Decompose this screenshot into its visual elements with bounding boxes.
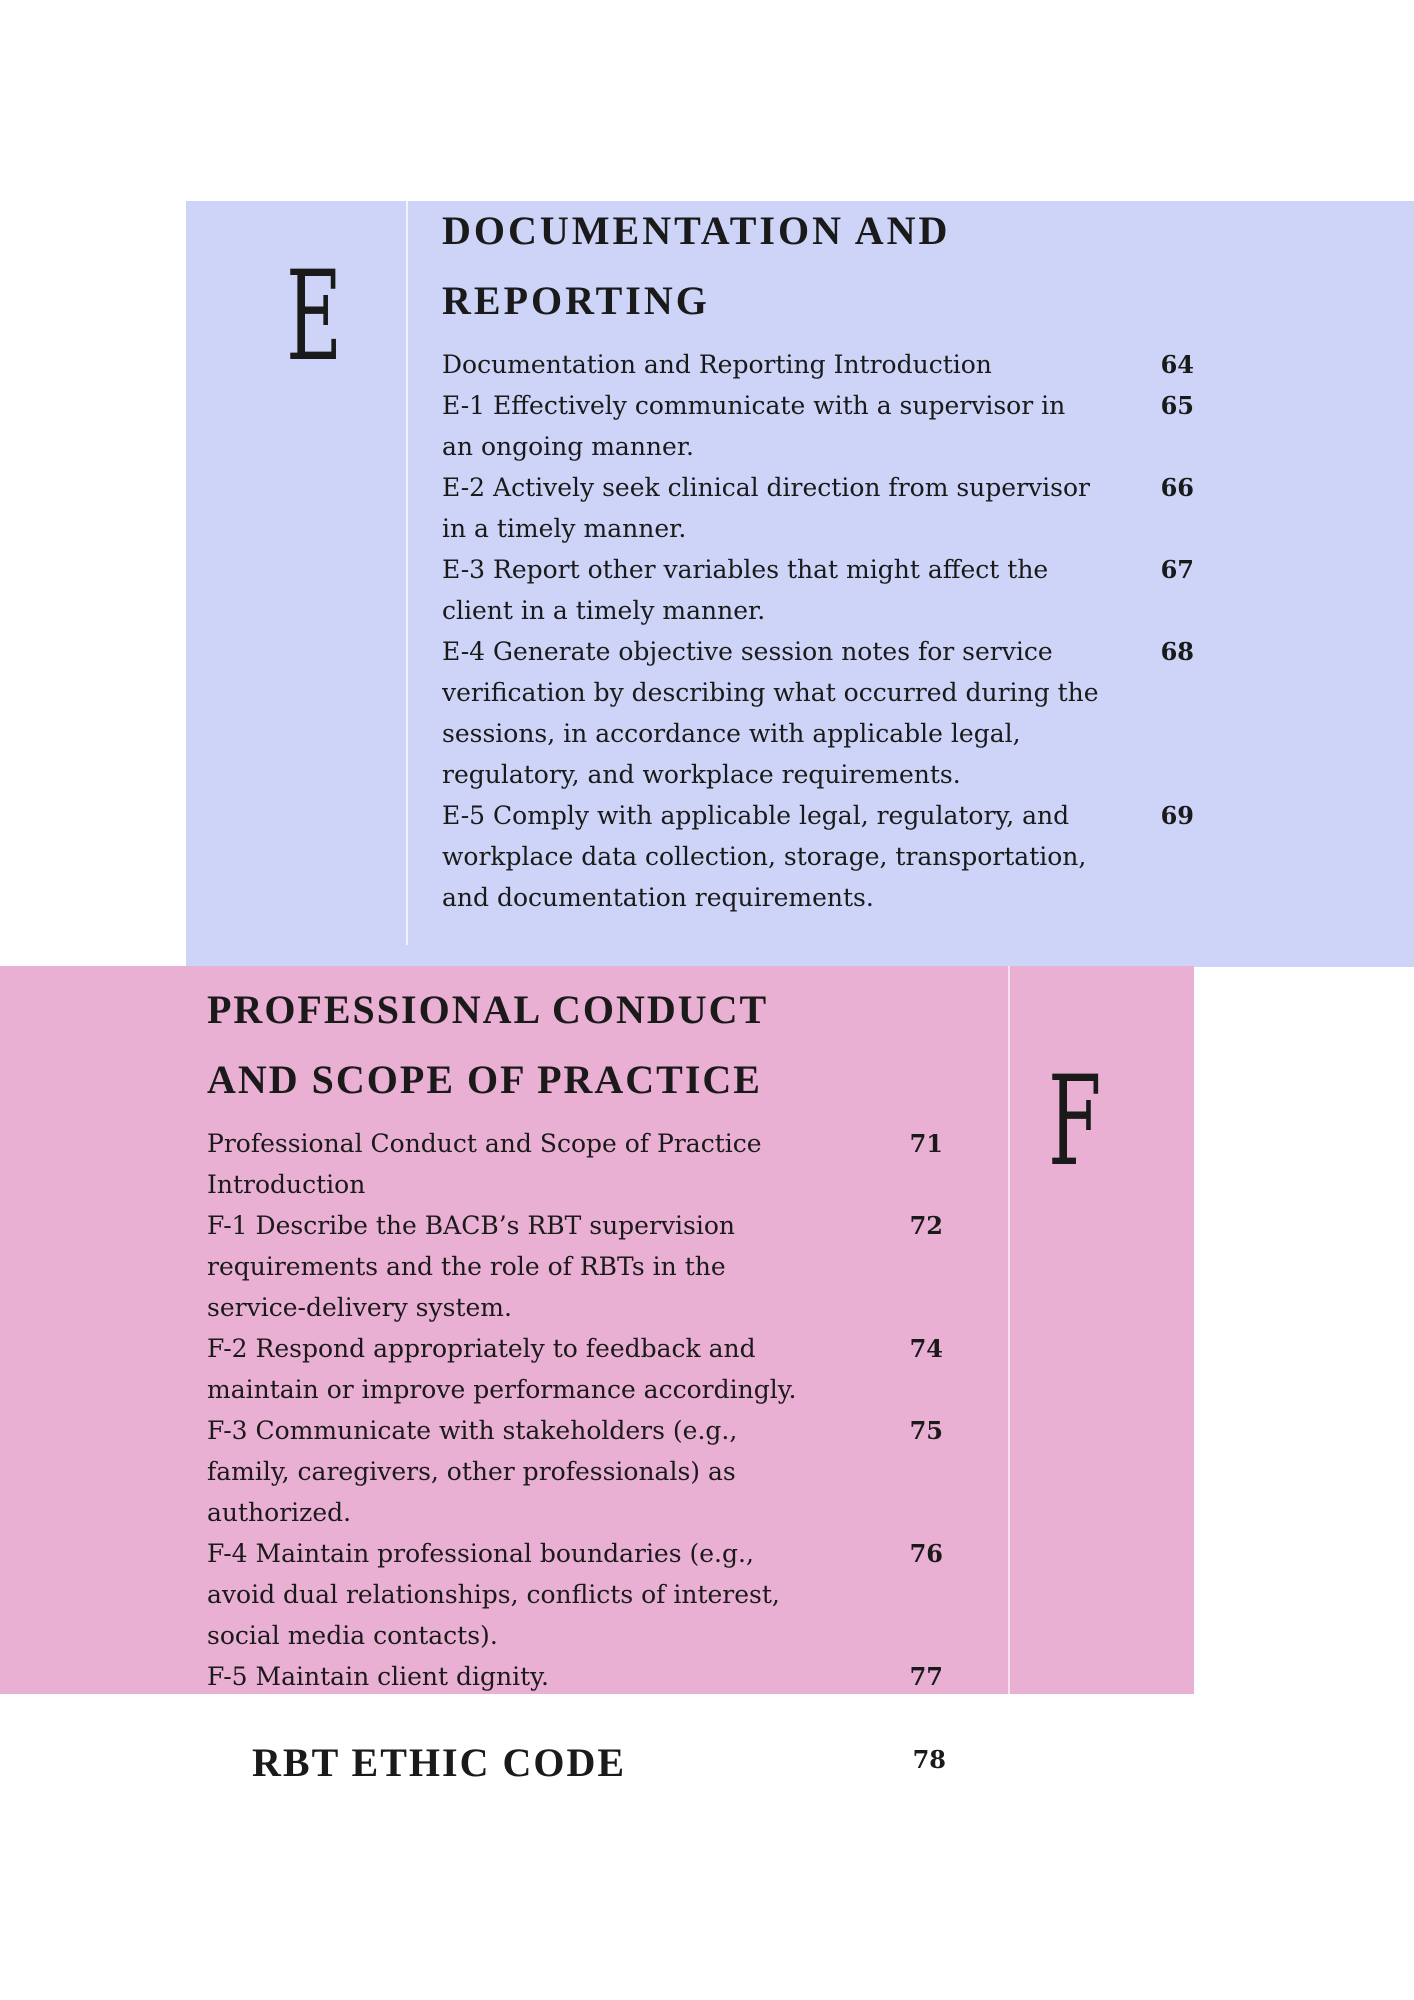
toc-entry	[442, 344, 1194, 385]
toc-entry-page-number: 69	[1160, 801, 1194, 830]
toc-entry	[207, 1410, 943, 1533]
toc-entry-text: E-3 Report other variables that might affect the client in a timely manner.	[442, 555, 1049, 625]
toc-entry-page-number: 76	[909, 1539, 943, 1568]
section-f-title: PROFESSIONAL CONDUCT AND SCOPE OF PRACTICE	[207, 987, 768, 1102]
toc-entry-page-number: 65	[1160, 391, 1194, 420]
section-f-entries	[207, 1123, 943, 1697]
toc-entry	[207, 1328, 943, 1410]
section-e-title: DOCUMENTATION AND REPORTING	[442, 208, 951, 323]
toc-entry-page-number: 68	[1160, 637, 1194, 666]
toc-entry-page-number: 74	[909, 1334, 943, 1363]
toc-entry-text: F-2 Respond appropriately to feedback and maintain or improve performance accordingly.	[207, 1334, 797, 1404]
toc-entry-text: E-4 Generate objective session notes for service verification by describing what occurred during the sessions, in accordance with applicable legal, regulatory, and workplace requirements.	[442, 637, 1099, 789]
toc-entry	[442, 549, 1194, 631]
toc-entry-text: F-4 Maintain professional boundaries (e.g., avoid dual relationships, conflicts of interest, social media contacts).	[207, 1539, 780, 1650]
section-e-entries	[442, 344, 1194, 918]
section-e-letter: E	[286, 245, 343, 389]
toc-entry-text: F-5 Maintain client dignity.	[207, 1662, 549, 1691]
toc-entry-text: Professional Conduct and Scope of Practice Introduction	[207, 1129, 762, 1199]
toc-entry-text: E-5 Comply with applicable legal, regulatory, and workplace data collection, storage, transportation, and documentation requirements.	[442, 801, 1087, 912]
toc-entry	[207, 1656, 943, 1697]
toc-entry	[207, 1205, 943, 1328]
toc-entry-page-number: 71	[909, 1129, 943, 1158]
toc-entry-page-number: 67	[1160, 555, 1194, 584]
toc-entry-text: E-2 Actively seek clinical direction from supervisor in a timely manner.	[442, 473, 1090, 543]
toc-entry	[207, 1123, 943, 1205]
toc-entry	[442, 631, 1194, 795]
section-f-letter: F	[1048, 1050, 1102, 1194]
section-f-content	[207, 975, 943, 1697]
toc-entry-page-number: 72	[909, 1211, 943, 1240]
section-f-divider	[1008, 966, 1010, 1694]
toc-entry-page-number: 64	[1160, 350, 1194, 379]
toc-entry	[442, 795, 1194, 918]
toc-entry	[442, 385, 1194, 467]
toc-entry	[442, 467, 1194, 549]
ethic-code-title: RBT ETHIC CODE	[252, 1740, 627, 1785]
toc-entry-text: F-1 Describe the BACB’s RBT supervision requirements and the role of RBTs in the service-delivery system.	[207, 1211, 736, 1322]
section-e-content	[442, 196, 1194, 918]
toc-entry	[207, 1533, 943, 1656]
ethic-code-entry	[252, 1735, 946, 1795]
toc-entry-page-number: 66	[1160, 473, 1194, 502]
section-e-divider	[406, 201, 408, 945]
toc-entry-page-number: 77	[909, 1662, 943, 1691]
toc-entry-text: E-1 Effectively communicate with a supervisor in an ongoing manner.	[442, 391, 1066, 461]
toc-entry-page-number: 75	[909, 1416, 943, 1445]
toc-entry-text: Documentation and Reporting Introduction	[442, 350, 992, 379]
toc-entry-text: F-3 Communicate with stakeholders (e.g., family, caregivers, other professionals) as authorized.	[207, 1416, 738, 1527]
ethic-code-page-number: 78	[912, 1745, 946, 1774]
